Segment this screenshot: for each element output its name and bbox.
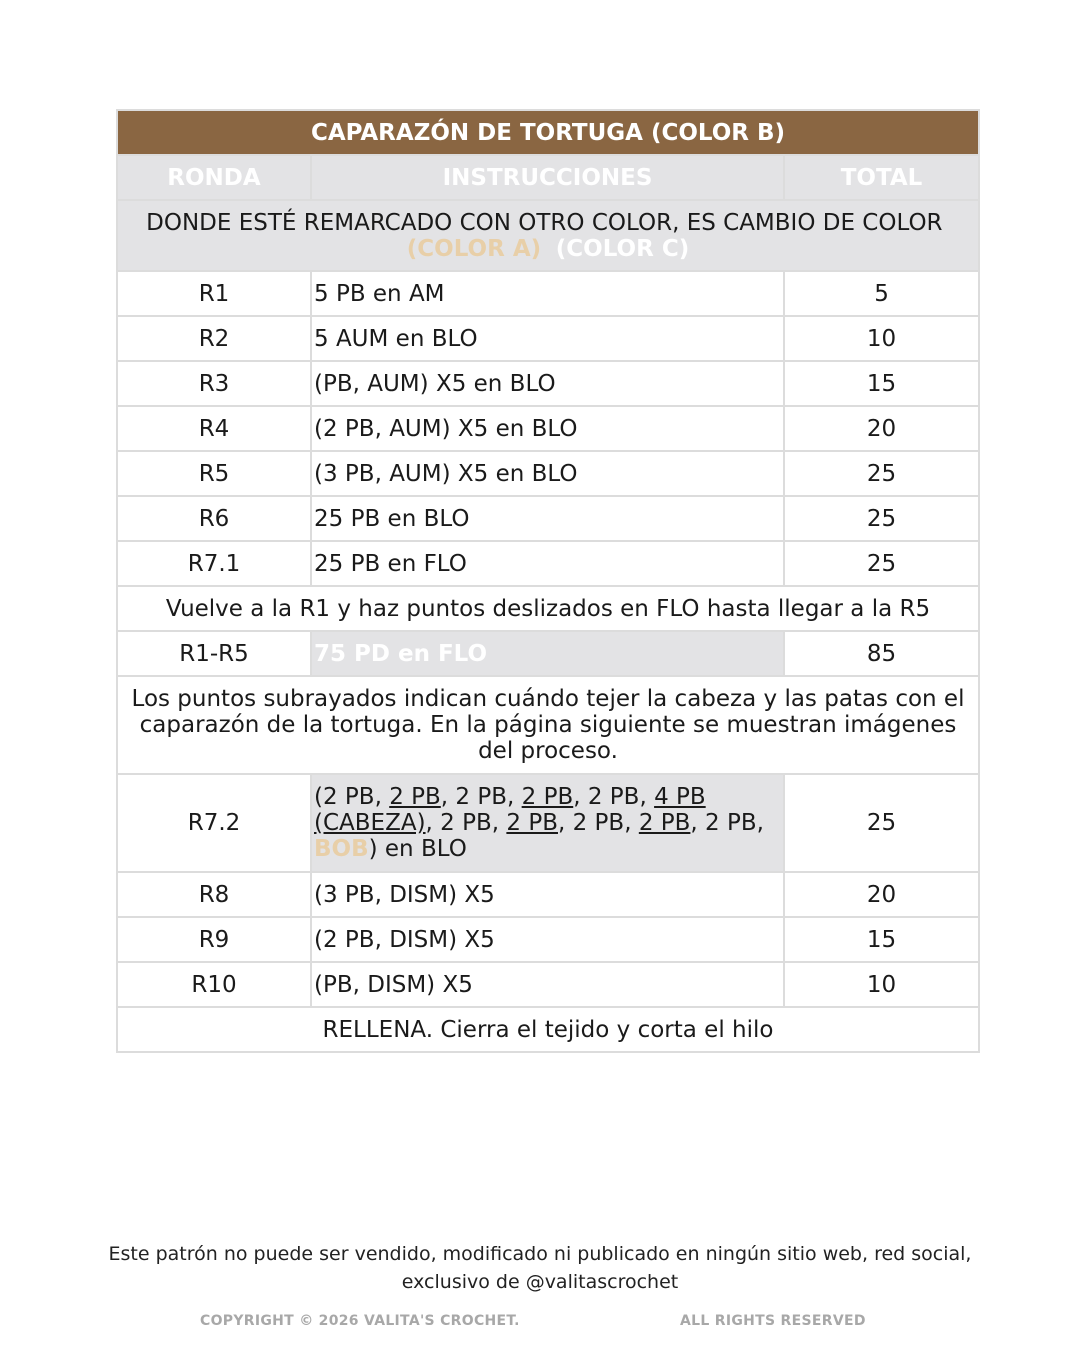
return-note: Vuelve a la R1 y haz puntos deslizados en FLO hasta llegar a la R5	[117, 586, 979, 631]
round-cell: R4	[117, 406, 311, 451]
pattern-table	[116, 109, 980, 1053]
header-ronda: RONDA	[117, 155, 311, 200]
footer-line-2: exclusivo de @valitascrochet	[401, 1271, 679, 1293]
table-row	[117, 316, 979, 361]
round-cell: R2	[117, 316, 311, 361]
round-cell: R7.1	[117, 541, 311, 586]
underline-note: Los puntos subrayados indican cuándo tejer la cabeza y las patas con el caparazón de la tortuga. En la página siguiente se muestran imágenes del proceso.	[117, 676, 979, 774]
instruction-cell: (3 PB, AUM) X5 en BLO	[311, 451, 784, 496]
r72-text: , 2 PB,	[425, 810, 507, 836]
r72-bob-color-a: BOB	[314, 836, 369, 862]
round-cell: R1	[117, 271, 311, 316]
r72-text: (2 PB,	[314, 784, 390, 810]
table-row	[117, 406, 979, 451]
r72-underlined: 2 PB	[506, 810, 558, 836]
table-row	[117, 271, 979, 316]
underline-note-row	[117, 676, 979, 774]
total-cell: 10	[784, 962, 979, 1007]
color-note-text: DONDE ESTÉ REMARCADO CON OTRO COLOR, ES CAMBIO DE COLOR	[146, 209, 943, 236]
table-row	[117, 451, 979, 496]
table-row	[117, 541, 979, 586]
total-cell: 10	[784, 316, 979, 361]
header-total: TOTAL	[784, 155, 979, 200]
instruction-cell: 5 AUM en BLO	[311, 316, 784, 361]
r72-text: , 2 PB,	[690, 810, 764, 836]
round-cell: R5	[117, 451, 311, 496]
round-cell: R6	[117, 496, 311, 541]
round-cell: R8	[117, 872, 311, 917]
title-row	[117, 110, 979, 155]
total-cell: 20	[784, 872, 979, 917]
round-cell: R3	[117, 361, 311, 406]
instruction-cell: (PB, DISM) X5	[311, 962, 784, 1007]
r72-text: ) en BLO	[368, 836, 467, 862]
r72-underlined-cabeza: 4 PB (CABEZA)	[314, 784, 706, 836]
return-note-row	[117, 586, 979, 631]
total-cell: 25	[784, 774, 979, 872]
table-title: CAPARAZÓN DE TORTUGA (COLOR B)	[117, 110, 979, 155]
r72-text: , 2 PB,	[440, 784, 522, 810]
color-c-label: (COLOR C)	[555, 235, 690, 262]
instruction-cell: 25 PB en FLO	[311, 541, 784, 586]
rights-text: ALL RIGHTS RESERVED	[680, 1313, 866, 1329]
instruction-cell-color-c: 75 PD en FLO	[311, 631, 784, 676]
round-cell: R1-R5	[117, 631, 311, 676]
instruction-cell: 25 PB en BLO	[311, 496, 784, 541]
instruction-cell: (2 PB, DISM) X5	[311, 917, 784, 962]
r72-underlined: 2 PB	[521, 784, 574, 810]
final-instruction: RELLENA. Cierra el tejido y corta el hilo	[117, 1007, 979, 1052]
table-row	[117, 962, 979, 1007]
total-cell: 25	[784, 496, 979, 541]
r72-text: , 2 PB,	[557, 810, 639, 836]
instruction-cell-r72	[311, 774, 784, 872]
table-row-pd	[117, 631, 979, 676]
total-cell: 15	[784, 361, 979, 406]
table-row	[117, 496, 979, 541]
instruction-cell: (3 PB, DISM) X5	[311, 872, 784, 917]
final-row	[117, 1007, 979, 1052]
color-note-row	[117, 200, 979, 271]
total-cell: 15	[784, 917, 979, 962]
copyright-text: COPYRIGHT © 2026 VALITA'S CROCHET.	[200, 1313, 520, 1329]
r72-underlined: 2 PB	[389, 784, 441, 810]
instruction-cell: 5 PB en AM	[311, 271, 784, 316]
instruction-cell: (2 PB, AUM) X5 en BLO	[311, 406, 784, 451]
footer-disclaimer	[0, 1240, 1080, 1296]
color-note	[117, 200, 979, 271]
total-cell: 5	[784, 271, 979, 316]
header-row	[117, 155, 979, 200]
round-cell: R7.2	[117, 774, 311, 872]
table-row	[117, 361, 979, 406]
r72-text: , 2 PB,	[573, 784, 655, 810]
total-cell: 85	[784, 631, 979, 676]
r72-underlined: 2 PB	[638, 810, 691, 836]
color-a-label: (COLOR A)	[406, 235, 542, 262]
header-instrucciones: INSTRUCCIONES	[311, 155, 784, 200]
table-row-r72	[117, 774, 979, 872]
table-row	[117, 917, 979, 962]
instruction-cell: (PB, AUM) X5 en BLO	[311, 361, 784, 406]
total-cell: 25	[784, 541, 979, 586]
round-cell: R10	[117, 962, 311, 1007]
total-cell: 20	[784, 406, 979, 451]
round-cell: R9	[117, 917, 311, 962]
table-row	[117, 872, 979, 917]
footer-line-1: Este patrón no puede ser vendido, modificado ni publicado en ningún sitio web, red social,	[108, 1243, 972, 1265]
total-cell: 25	[784, 451, 979, 496]
